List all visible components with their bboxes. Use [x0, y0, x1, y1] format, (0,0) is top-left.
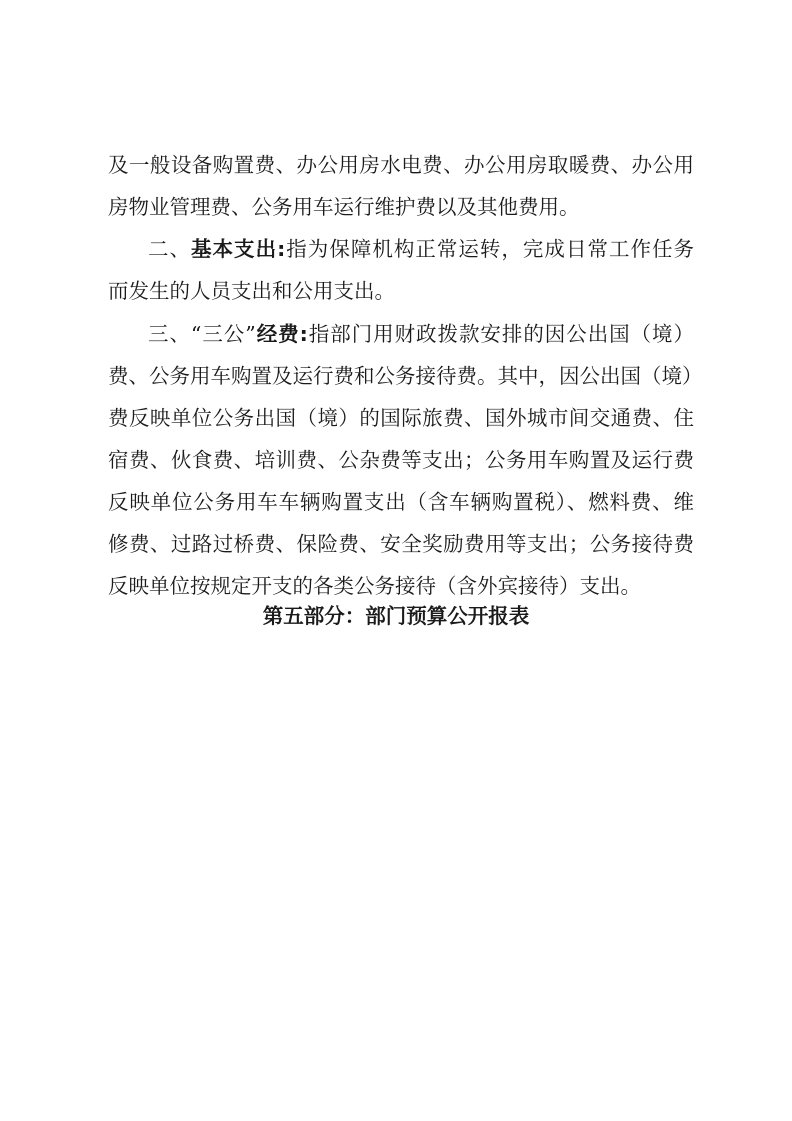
section-heading: 第五部分：部门预算公开报表 — [262, 604, 530, 628]
paragraph-3-term: 经费: — [255, 322, 308, 346]
paragraph-2-line-2: 而发生的人员支出和公用支出。 — [108, 279, 395, 303]
paragraph-3-line-1-text: 指部门用财政拨款安排的因公出国（境） — [307, 322, 695, 346]
paragraph-3-line-1 — [148, 320, 694, 348]
paragraph-3-lead: 三、“三公” — [148, 322, 256, 346]
paragraph-3-line-4: 宿费、伙食费、培训费、公杂费等支出；公务用车购置及运行费 — [108, 448, 694, 472]
paragraph-3-line-2: 费、公务用车购置及运行费和公务接待费。其中，因公出国（境） — [108, 364, 703, 388]
paragraph-1-line-1: 及一般设备购置费、办公用房水电费、办公用房取暖费、办公用 — [108, 153, 694, 177]
paragraph-2-term: 基本支出: — [191, 237, 286, 261]
paragraph-3-line-6: 修费、过路过桥费、保险费、安全奖励费用等支出；公务接待费 — [108, 532, 694, 556]
paragraph-3-line-3: 费反映单位公务出国（境）的国际旅费、国外城市间交通费、住 — [108, 406, 694, 430]
paragraph-1-line-2: 房物业管理费、公务用车运行维护费以及其他费用。 — [108, 195, 580, 219]
paragraph-2-line-1-text: 指为保障机构正常运转，完成日常工作任务 — [285, 237, 695, 261]
paragraph-3-line-5: 反映单位公务用车车辆购置支出（含车辆购置税）、燃料费、维 — [108, 490, 694, 514]
paragraph-2-line-1 — [148, 235, 694, 263]
paragraph-2-lead: 二、 — [148, 237, 192, 261]
paragraph-3-line-7: 反映单位按规定开支的各类公务接待（含外宾接待）支出。 — [108, 574, 641, 598]
